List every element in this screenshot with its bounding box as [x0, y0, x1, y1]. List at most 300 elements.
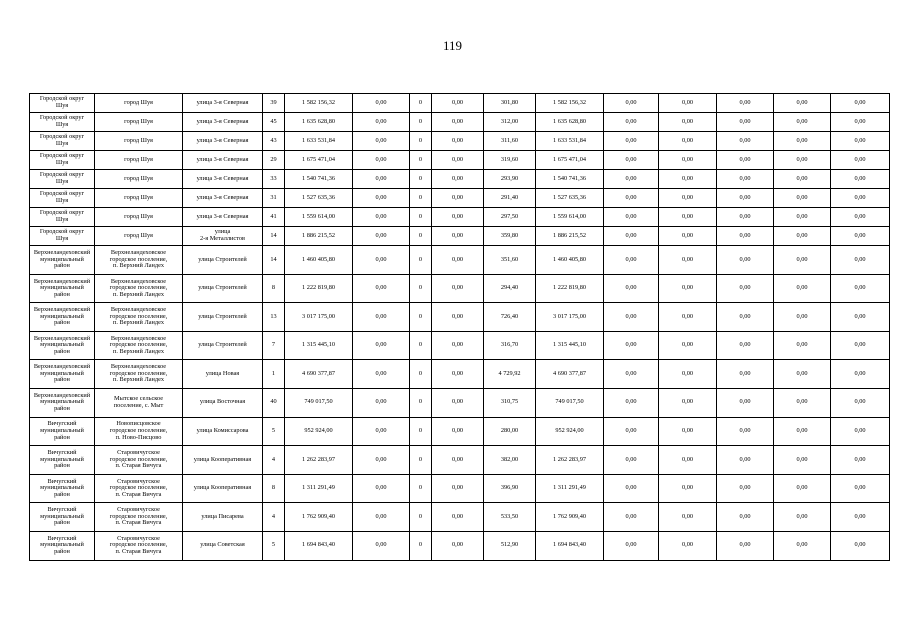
value-cell: 0,00	[659, 531, 717, 560]
value-cell: 0	[410, 151, 432, 170]
value-cell: 0,00	[604, 189, 659, 208]
value-cell: 0,00	[717, 531, 774, 560]
house-number-cell: 31	[263, 189, 285, 208]
value-cell: 0,00	[432, 446, 484, 475]
value-cell: 0,00	[774, 170, 831, 189]
street-cell: улица Советская	[183, 531, 263, 560]
street-cell: улица 3-я Северная	[183, 151, 263, 170]
area-cell: 301,80	[484, 94, 536, 113]
street-cell: улица Кооперативная	[183, 446, 263, 475]
house-number-cell: 4	[263, 503, 285, 532]
municipality-cell: Городской округ Шуя	[30, 227, 95, 246]
value-cell: 0	[410, 189, 432, 208]
value-cell: 0,00	[659, 132, 717, 151]
value-cell: 0,00	[659, 503, 717, 532]
table-row	[30, 303, 890, 332]
street-cell: улица Строителей	[183, 331, 263, 360]
value-cell: 0,00	[717, 474, 774, 503]
area-cell: 316,70	[484, 331, 536, 360]
value-cell: 0,00	[717, 446, 774, 475]
settlement-cell: Старовичугское городское поселение, п. Старая Вичуга	[95, 503, 183, 532]
value-cell: 0,00	[774, 113, 831, 132]
table-row	[30, 189, 890, 208]
value-cell: 0,00	[717, 331, 774, 360]
value-cell: 0,00	[604, 331, 659, 360]
value-cell: 0,00	[432, 331, 484, 360]
value-cell: 0,00	[774, 474, 831, 503]
house-number-cell: 33	[263, 170, 285, 189]
area-cell: 4 729,92	[484, 360, 536, 389]
municipality-cell: Верхнеландеховский муниципальный район	[30, 360, 95, 389]
cost-cell: 1 635 628,80	[536, 113, 604, 132]
total-cost-cell: 1 527 635,36	[285, 189, 353, 208]
value-cell: 0,00	[432, 531, 484, 560]
street-cell: улица Строителей	[183, 246, 263, 275]
value-cell: 0,00	[831, 360, 890, 389]
total-cost-cell: 1 540 741,36	[285, 170, 353, 189]
value-cell: 0,00	[604, 113, 659, 132]
settlement-cell: Старовичугское городское поселение, п. Старая Вичуга	[95, 531, 183, 560]
settlement-cell: Верхнеландеховское городское поселение, п. Верхний Ландех	[95, 360, 183, 389]
value-cell: 0,00	[432, 360, 484, 389]
area-cell: 396,90	[484, 474, 536, 503]
value-cell: 0,00	[604, 132, 659, 151]
value-cell: 0,00	[353, 246, 410, 275]
table-row	[30, 208, 890, 227]
settlement-cell: Верхнеландеховское городское поселение, п. Верхний Ландех	[95, 246, 183, 275]
value-cell: 0,00	[774, 246, 831, 275]
area-cell: 319,60	[484, 151, 536, 170]
value-cell: 0,00	[604, 446, 659, 475]
settlement-cell: город Шуя	[95, 94, 183, 113]
value-cell: 0,00	[659, 151, 717, 170]
value-cell: 0,00	[353, 503, 410, 532]
cost-cell: 3 017 175,00	[536, 303, 604, 332]
value-cell: 0,00	[774, 132, 831, 151]
table-row	[30, 360, 890, 389]
area-cell: 726,40	[484, 303, 536, 332]
house-number-cell: 5	[263, 531, 285, 560]
street-cell: улица Кооперативная	[183, 474, 263, 503]
value-cell: 0,00	[353, 331, 410, 360]
house-number-cell: 29	[263, 151, 285, 170]
cost-cell: 1 540 741,36	[536, 170, 604, 189]
value-cell: 0,00	[774, 208, 831, 227]
value-cell: 0,00	[353, 132, 410, 151]
house-number-cell: 8	[263, 474, 285, 503]
value-cell: 0,00	[717, 208, 774, 227]
value-cell: 0,00	[432, 474, 484, 503]
value-cell: 0,00	[831, 474, 890, 503]
total-cost-cell: 1 222 819,80	[285, 274, 353, 303]
value-cell: 0,00	[353, 531, 410, 560]
value-cell: 0,00	[717, 113, 774, 132]
value-cell: 0	[410, 503, 432, 532]
total-cost-cell: 1 262 283,97	[285, 446, 353, 475]
municipality-cell: Городской округ Шуя	[30, 94, 95, 113]
house-number-cell: 14	[263, 227, 285, 246]
cost-cell: 1 633 531,84	[536, 132, 604, 151]
value-cell: 0,00	[717, 360, 774, 389]
value-cell: 0,00	[353, 208, 410, 227]
table-row	[30, 503, 890, 532]
municipality-cell: Городской округ Шуя	[30, 132, 95, 151]
value-cell: 0,00	[432, 388, 484, 417]
value-cell: 0,00	[659, 208, 717, 227]
value-cell: 0,00	[831, 189, 890, 208]
value-cell: 0,00	[659, 331, 717, 360]
value-cell: 0,00	[659, 227, 717, 246]
value-cell: 0,00	[353, 227, 410, 246]
house-number-cell: 4	[263, 446, 285, 475]
total-cost-cell: 1 762 909,40	[285, 503, 353, 532]
value-cell: 0,00	[774, 503, 831, 532]
cost-cell: 1 262 283,97	[536, 446, 604, 475]
value-cell: 0,00	[831, 331, 890, 360]
total-cost-cell: 1 460 405,80	[285, 246, 353, 275]
value-cell: 0	[410, 132, 432, 151]
municipality-cell: Верхнеландеховский муниципальный район	[30, 246, 95, 275]
settlement-cell: город Шуя	[95, 170, 183, 189]
total-cost-cell: 1 633 531,84	[285, 132, 353, 151]
value-cell: 0,00	[831, 388, 890, 417]
total-cost-cell: 749 017,50	[285, 388, 353, 417]
value-cell: 0	[410, 388, 432, 417]
municipality-cell: Городской округ Шуя	[30, 113, 95, 132]
data-table	[29, 93, 890, 561]
municipality-cell: Городской округ Шуя	[30, 189, 95, 208]
table-row	[30, 474, 890, 503]
value-cell: 0,00	[659, 189, 717, 208]
street-cell: улица 3-я Северная	[183, 132, 263, 151]
settlement-cell: Верхнеландеховское городское поселение, п. Верхний Ландех	[95, 274, 183, 303]
value-cell: 0,00	[353, 474, 410, 503]
street-cell: улица 3-я Северная	[183, 94, 263, 113]
value-cell: 0,00	[659, 417, 717, 446]
street-cell: улица Строителей	[183, 303, 263, 332]
area-cell: 533,50	[484, 503, 536, 532]
value-cell: 0,00	[831, 503, 890, 532]
value-cell: 0,00	[432, 246, 484, 275]
value-cell: 0,00	[717, 227, 774, 246]
value-cell: 0,00	[774, 189, 831, 208]
value-cell: 0,00	[604, 503, 659, 532]
settlement-cell: Верхнеландеховское городское поселение, п. Верхний Ландех	[95, 303, 183, 332]
value-cell: 0	[410, 246, 432, 275]
street-cell: улица Новая	[183, 360, 263, 389]
value-cell: 0,00	[432, 417, 484, 446]
value-cell: 0	[410, 170, 432, 189]
value-cell: 0,00	[604, 227, 659, 246]
table-row	[30, 417, 890, 446]
cost-cell: 952 924,00	[536, 417, 604, 446]
table-row	[30, 388, 890, 417]
total-cost-cell: 1 675 471,04	[285, 151, 353, 170]
table-row	[30, 246, 890, 275]
cost-cell: 1 886 215,52	[536, 227, 604, 246]
area-cell: 291,40	[484, 189, 536, 208]
value-cell: 0	[410, 274, 432, 303]
area-cell: 297,50	[484, 208, 536, 227]
municipality-cell: Вичугский муниципальный район	[30, 417, 95, 446]
value-cell: 0,00	[604, 274, 659, 303]
value-cell: 0,00	[353, 417, 410, 446]
cost-cell: 1 762 909,40	[536, 503, 604, 532]
value-cell: 0	[410, 94, 432, 113]
table-row	[30, 132, 890, 151]
value-cell: 0,00	[659, 474, 717, 503]
value-cell: 0,00	[831, 208, 890, 227]
cost-cell: 749 017,50	[536, 388, 604, 417]
value-cell: 0,00	[831, 132, 890, 151]
value-cell: 0	[410, 474, 432, 503]
value-cell: 0,00	[353, 360, 410, 389]
house-number-cell: 40	[263, 388, 285, 417]
value-cell: 0,00	[774, 446, 831, 475]
value-cell: 0,00	[432, 503, 484, 532]
value-cell: 0,00	[432, 274, 484, 303]
value-cell: 0,00	[774, 417, 831, 446]
municipality-cell: Вичугский муниципальный район	[30, 503, 95, 532]
value-cell: 0,00	[604, 388, 659, 417]
value-cell: 0	[410, 303, 432, 332]
house-number-cell: 5	[263, 417, 285, 446]
municipality-cell: Городской округ Шуя	[30, 208, 95, 227]
settlement-cell: Мытское сельское поселение, с. Мыт	[95, 388, 183, 417]
value-cell: 0,00	[604, 474, 659, 503]
value-cell: 0,00	[659, 360, 717, 389]
value-cell: 0,00	[831, 446, 890, 475]
street-cell: улица 3-я Северная	[183, 170, 263, 189]
area-cell: 280,00	[484, 417, 536, 446]
cost-cell: 1 694 843,40	[536, 531, 604, 560]
value-cell: 0,00	[831, 113, 890, 132]
municipality-cell: Верхнеландеховский муниципальный район	[30, 388, 95, 417]
table-row	[30, 331, 890, 360]
value-cell: 0	[410, 208, 432, 227]
total-cost-cell: 3 017 175,00	[285, 303, 353, 332]
area-cell: 512,90	[484, 531, 536, 560]
street-cell: улица Строителей	[183, 274, 263, 303]
value-cell: 0,00	[659, 274, 717, 303]
value-cell: 0,00	[604, 94, 659, 113]
settlement-cell: город Шуя	[95, 132, 183, 151]
value-cell: 0,00	[353, 303, 410, 332]
settlement-cell: Старовичугское городское поселение, п. Старая Вичуга	[95, 446, 183, 475]
table-row	[30, 274, 890, 303]
cost-cell: 1 222 819,80	[536, 274, 604, 303]
street-cell: улица 3-я Северная	[183, 208, 263, 227]
settlement-cell: город Шуя	[95, 227, 183, 246]
municipality-cell: Вичугский муниципальный район	[30, 446, 95, 475]
value-cell: 0,00	[774, 388, 831, 417]
value-cell: 0,00	[717, 503, 774, 532]
value-cell: 0,00	[774, 360, 831, 389]
value-cell: 0,00	[717, 170, 774, 189]
street-cell: улица Комиссарова	[183, 417, 263, 446]
value-cell: 0,00	[774, 151, 831, 170]
value-cell: 0,00	[831, 303, 890, 332]
value-cell: 0,00	[774, 531, 831, 560]
value-cell: 0,00	[353, 189, 410, 208]
cost-cell: 4 690 377,87	[536, 360, 604, 389]
value-cell: 0,00	[353, 151, 410, 170]
value-cell: 0,00	[432, 303, 484, 332]
value-cell: 0,00	[659, 246, 717, 275]
area-cell: 310,75	[484, 388, 536, 417]
table-row	[30, 227, 890, 246]
total-cost-cell: 1 559 614,00	[285, 208, 353, 227]
value-cell: 0,00	[774, 274, 831, 303]
value-cell: 0,00	[659, 113, 717, 132]
municipality-cell: Вичугский муниципальный район	[30, 474, 95, 503]
cost-cell: 1 527 635,36	[536, 189, 604, 208]
value-cell: 0,00	[604, 531, 659, 560]
table-row	[30, 170, 890, 189]
area-cell: 293,90	[484, 170, 536, 189]
value-cell: 0,00	[717, 94, 774, 113]
municipality-cell: Верхнеландеховский муниципальный район	[30, 331, 95, 360]
table-row	[30, 151, 890, 170]
value-cell: 0,00	[353, 274, 410, 303]
value-cell: 0,00	[353, 94, 410, 113]
municipality-cell: Верхнеландеховский муниципальный район	[30, 303, 95, 332]
cost-cell: 1 315 445,10	[536, 331, 604, 360]
table-row	[30, 113, 890, 132]
value-cell: 0,00	[353, 170, 410, 189]
table-row	[30, 94, 890, 113]
municipality-cell: Городской округ Шуя	[30, 170, 95, 189]
value-cell: 0,00	[432, 132, 484, 151]
value-cell: 0,00	[659, 170, 717, 189]
total-cost-cell: 1 694 843,40	[285, 531, 353, 560]
value-cell: 0,00	[831, 246, 890, 275]
street-cell: улица 3-я Северная	[183, 189, 263, 208]
total-cost-cell: 1 582 156,32	[285, 94, 353, 113]
total-cost-cell: 1 886 215,52	[285, 227, 353, 246]
house-number-cell: 43	[263, 132, 285, 151]
total-cost-cell: 4 690 377,87	[285, 360, 353, 389]
value-cell: 0	[410, 531, 432, 560]
value-cell: 0,00	[831, 227, 890, 246]
value-cell: 0,00	[774, 303, 831, 332]
street-cell: улица Восточная	[183, 388, 263, 417]
settlement-cell: Новописцовское городское поселение, п. Ново-Писцово	[95, 417, 183, 446]
value-cell: 0,00	[604, 360, 659, 389]
value-cell: 0,00	[432, 113, 484, 132]
area-cell: 351,60	[484, 246, 536, 275]
house-number-cell: 41	[263, 208, 285, 227]
street-cell: улица 3-я Северная	[183, 113, 263, 132]
settlement-cell: город Шуя	[95, 208, 183, 227]
total-cost-cell: 1 635 628,80	[285, 113, 353, 132]
area-cell: 382,00	[484, 446, 536, 475]
value-cell: 0,00	[604, 208, 659, 227]
value-cell: 0,00	[774, 331, 831, 360]
house-number-cell: 7	[263, 331, 285, 360]
cost-cell: 1 460 405,80	[536, 246, 604, 275]
value-cell: 0,00	[717, 246, 774, 275]
municipality-cell: Вичугский муниципальный район	[30, 531, 95, 560]
value-cell: 0,00	[717, 151, 774, 170]
table-row	[30, 531, 890, 560]
municipality-cell: Городской округ Шуя	[30, 151, 95, 170]
house-number-cell: 45	[263, 113, 285, 132]
area-cell: 359,80	[484, 227, 536, 246]
total-cost-cell: 952 924,00	[285, 417, 353, 446]
value-cell: 0	[410, 417, 432, 446]
value-cell: 0,00	[353, 388, 410, 417]
settlement-cell: город Шуя	[95, 189, 183, 208]
value-cell: 0	[410, 446, 432, 475]
cost-cell: 1 582 156,32	[536, 94, 604, 113]
value-cell: 0	[410, 360, 432, 389]
area-cell: 311,60	[484, 132, 536, 151]
area-cell: 312,00	[484, 113, 536, 132]
value-cell: 0,00	[774, 227, 831, 246]
value-cell: 0,00	[604, 170, 659, 189]
value-cell: 0,00	[717, 274, 774, 303]
settlement-cell: Верхнеландеховское городское поселение, п. Верхний Ландех	[95, 331, 183, 360]
value-cell: 0,00	[831, 151, 890, 170]
value-cell: 0,00	[432, 227, 484, 246]
house-number-cell: 1	[263, 360, 285, 389]
value-cell: 0,00	[831, 531, 890, 560]
value-cell: 0,00	[432, 94, 484, 113]
table-body	[30, 94, 890, 561]
value-cell: 0	[410, 113, 432, 132]
house-number-cell: 13	[263, 303, 285, 332]
value-cell: 0,00	[774, 94, 831, 113]
value-cell: 0	[410, 227, 432, 246]
settlement-cell: Старовичугское городское поселение, п. Старая Вичуга	[95, 474, 183, 503]
page-number: 119	[442, 38, 463, 53]
value-cell: 0,00	[604, 151, 659, 170]
value-cell: 0,00	[659, 303, 717, 332]
value-cell: 0,00	[831, 274, 890, 303]
value-cell: 0,00	[717, 388, 774, 417]
cost-cell: 1 559 614,00	[536, 208, 604, 227]
value-cell: 0,00	[717, 303, 774, 332]
cost-cell: 1 311 291,49	[536, 474, 604, 503]
total-cost-cell: 1 315 445,10	[285, 331, 353, 360]
value-cell: 0,00	[353, 446, 410, 475]
value-cell: 0,00	[604, 246, 659, 275]
value-cell: 0,00	[432, 208, 484, 227]
house-number-cell: 39	[263, 94, 285, 113]
cost-cell: 1 675 471,04	[536, 151, 604, 170]
value-cell: 0,00	[432, 151, 484, 170]
value-cell: 0,00	[604, 417, 659, 446]
value-cell: 0,00	[831, 94, 890, 113]
value-cell: 0,00	[659, 388, 717, 417]
value-cell: 0,00	[831, 170, 890, 189]
value-cell: 0,00	[432, 189, 484, 208]
house-number-cell: 8	[263, 274, 285, 303]
table-row	[30, 446, 890, 475]
value-cell: 0,00	[717, 132, 774, 151]
value-cell: 0,00	[659, 446, 717, 475]
street-cell: улица 2-я Металлистов	[183, 227, 263, 246]
settlement-cell: город Шуя	[95, 113, 183, 132]
value-cell: 0	[410, 331, 432, 360]
value-cell: 0,00	[604, 303, 659, 332]
settlement-cell: город Шуя	[95, 151, 183, 170]
value-cell: 0,00	[831, 417, 890, 446]
municipality-cell: Верхнеландеховский муниципальный район	[30, 274, 95, 303]
value-cell: 0,00	[659, 94, 717, 113]
street-cell: улица Писарева	[183, 503, 263, 532]
